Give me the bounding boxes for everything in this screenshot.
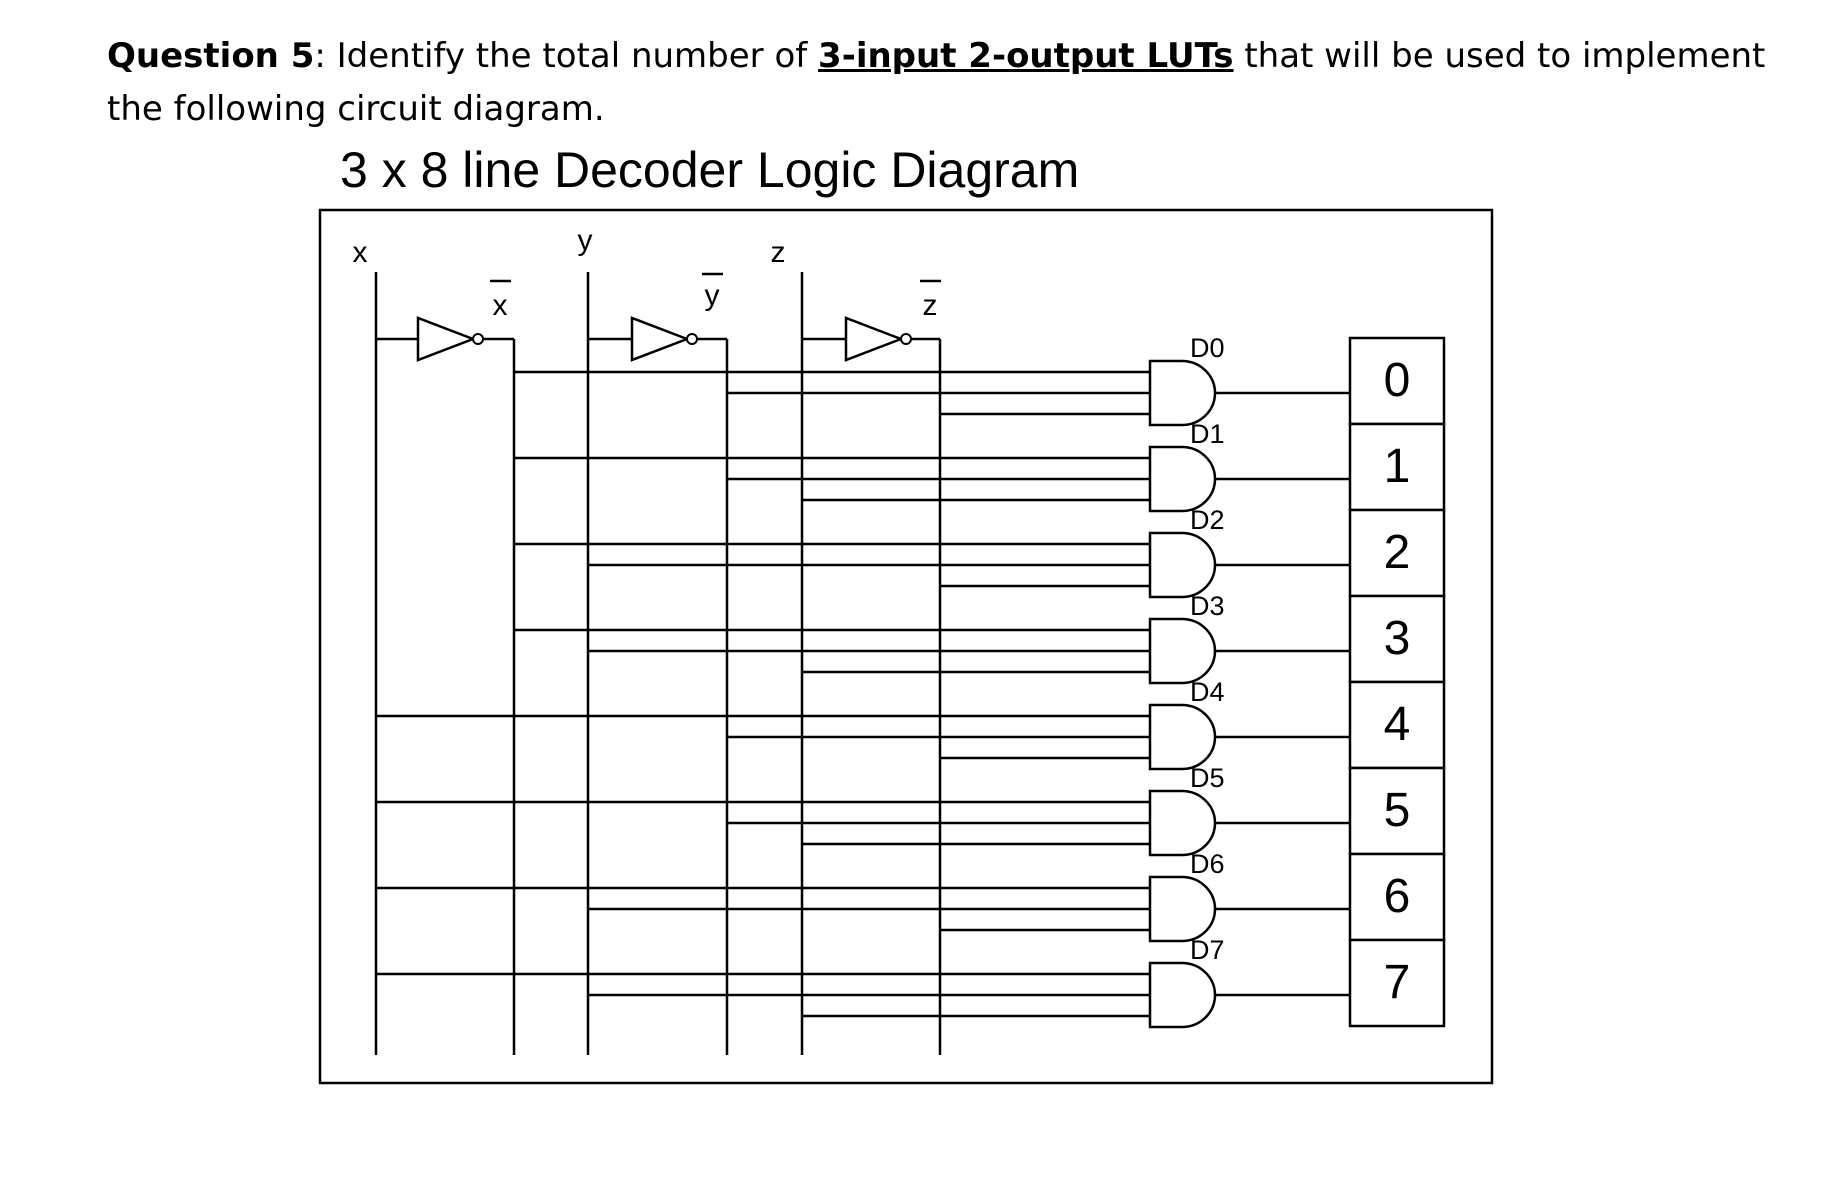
output-value-7: 7 bbox=[1383, 956, 1411, 1009]
input-label-x: x bbox=[352, 236, 368, 269]
and-gate-2 bbox=[1150, 533, 1215, 597]
gate-label-6: D6 bbox=[1190, 849, 1225, 879]
input-label-y: y bbox=[577, 224, 593, 257]
inverter-bubble-x bbox=[473, 334, 483, 344]
and-gate-1 bbox=[1150, 447, 1215, 511]
gate-label-5: D5 bbox=[1190, 763, 1225, 793]
inverter-z bbox=[846, 318, 901, 360]
and-gate-4 bbox=[1150, 705, 1215, 769]
gate-label-4: D4 bbox=[1190, 677, 1225, 707]
output-value-4: 4 bbox=[1383, 698, 1411, 751]
output-value-1: 1 bbox=[1383, 440, 1411, 493]
question-text-before: Identify the total number of bbox=[325, 36, 819, 76]
complement-label-x: x bbox=[492, 289, 508, 322]
inverter-bubble-z bbox=[901, 334, 911, 344]
and-gates bbox=[1150, 333, 1225, 1027]
output-value-6: 6 bbox=[1383, 870, 1411, 923]
and-gate-0 bbox=[1150, 361, 1215, 425]
complement-label-z: z bbox=[922, 289, 938, 322]
output-boxes bbox=[1350, 338, 1444, 1026]
inverter-bubble-y bbox=[687, 334, 697, 344]
gate-label-2: D2 bbox=[1190, 505, 1225, 535]
output-value-3: 3 bbox=[1383, 612, 1411, 665]
complement-label-y: y bbox=[704, 279, 720, 312]
inverter-y bbox=[632, 318, 687, 360]
question-emphasis: 3-input 2-output LUTs bbox=[818, 36, 1234, 76]
gate-label-7: D7 bbox=[1190, 935, 1225, 965]
gate-label-0: D0 bbox=[1190, 333, 1225, 363]
and-gate-7 bbox=[1150, 963, 1215, 1027]
inverter-x bbox=[418, 318, 473, 360]
question-label: Question 5 bbox=[107, 36, 315, 76]
gate-label-1: D1 bbox=[1190, 419, 1225, 449]
input-label-z: z bbox=[770, 236, 786, 269]
question-colon: : bbox=[314, 36, 326, 76]
output-value-0: 0 bbox=[1383, 354, 1411, 407]
and-gate-6 bbox=[1150, 877, 1215, 941]
and-gate-3 bbox=[1150, 619, 1215, 683]
output-value-5: 5 bbox=[1383, 784, 1411, 837]
and-gate-5 bbox=[1150, 791, 1215, 855]
diagram-title: 3 x 8 line Decoder Logic Diagram bbox=[340, 142, 1080, 198]
question-text-after: that will be used to implement the following circuit diagram. bbox=[107, 36, 1766, 129]
output-value-2: 2 bbox=[1383, 526, 1411, 579]
gate-label-3: D3 bbox=[1190, 591, 1225, 621]
